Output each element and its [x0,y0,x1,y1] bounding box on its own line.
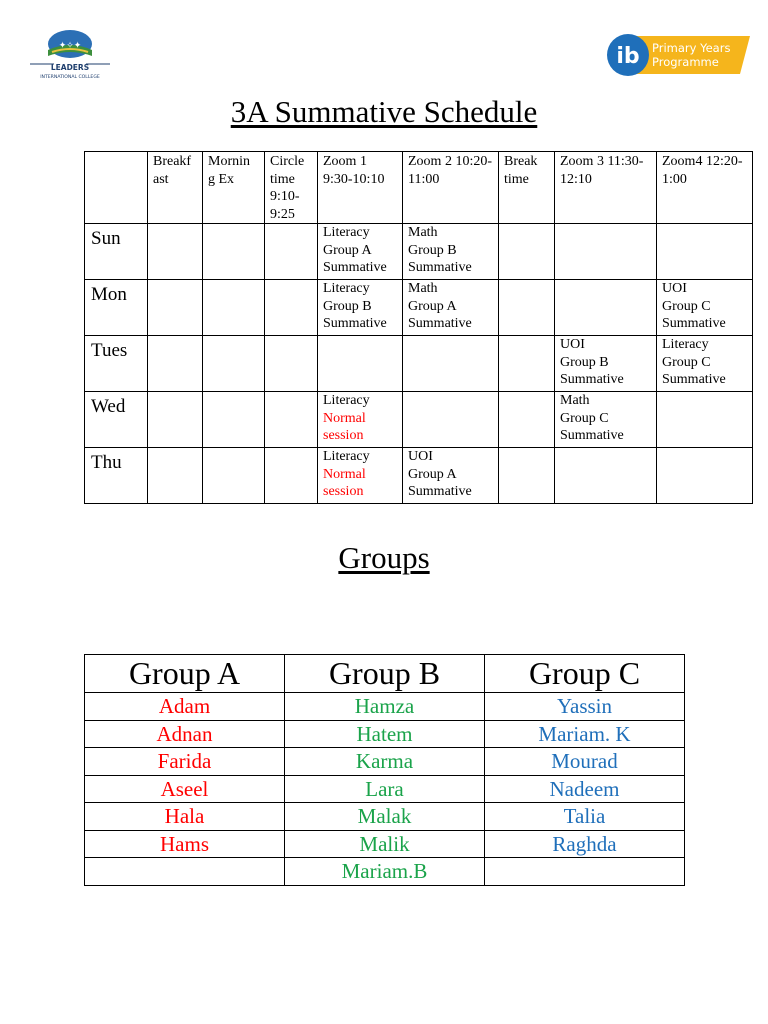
group-member-row [85,693,685,721]
schedule-cell-line: UOI [560,337,585,352]
schedule-cell [148,224,203,280]
group-member-name [85,858,285,886]
schedule-cell-line: Summative [560,428,624,443]
schedule-header-cell: Breakf ast [148,152,203,224]
schedule-cell [265,224,318,280]
group-member-name: Mariam. K [485,720,685,748]
schedule-cell-line: Summative [408,484,472,499]
schedule-cell-line: Summative [662,372,726,387]
group-member-name: Aseel [85,775,285,803]
schedule-cell-line: UOI [662,281,687,296]
group-member-row [85,775,685,803]
group-header-cell: Group B [285,655,485,693]
schedule-cell [318,224,403,280]
svg-text:INTERNATIONAL COLLEGE: INTERNATIONAL COLLEGE [40,75,100,80]
schedule-header-cell: Zoom 3 11:30-12:10 [555,152,657,224]
group-member-name: Raghda [485,830,685,858]
schedule-cell-line: Summative [323,316,387,331]
group-header-cell: Group C [485,655,685,693]
svg-text:Primary Years: Primary Years [652,41,731,55]
schedule-header-cell [85,152,148,224]
schedule-cell [657,392,753,448]
schedule-cell [403,224,499,280]
schedule-day-label: Thu [85,448,148,504]
schedule-cell [499,336,555,392]
schedule-cell-line: UOI [408,449,433,464]
schedule-cell [657,448,753,504]
schedule-cell [657,280,753,336]
schedule-cell [148,448,203,504]
session-note: Normal [323,466,366,482]
summative-schedule-table [84,151,753,504]
schedule-cell-line: Summative [408,316,472,331]
schedule-cell [318,336,403,392]
schedule-cell [318,392,403,448]
schedule-cell [555,224,657,280]
schedule-row-mon [85,280,753,336]
schedule-cell [265,392,318,448]
schedule-row-thu [85,448,753,504]
schedule-cell-line: Group B [323,298,372,314]
schedule-cell-line: Group C [662,354,711,370]
schedule-cell [403,392,499,448]
schedule-cell [265,448,318,504]
group-member-name: Lara [285,775,485,803]
schedule-cell [657,336,753,392]
group-member-name: Mourad [485,748,685,776]
schedule-cell [555,280,657,336]
group-member-name: Karma [285,748,485,776]
leaders-college-logo [28,22,112,84]
group-member-name: Farida [85,748,285,776]
schedule-cell-line: Group B [408,242,457,258]
schedule-day-label: Sun [85,224,148,280]
schedule-day-label: Tues [85,336,148,392]
schedule-cell [203,224,265,280]
schedule-cell [555,392,657,448]
schedule-cell-line: Group A [408,298,457,314]
schedule-cell [148,336,203,392]
schedule-cell [499,280,555,336]
schedule-day-label: Mon [85,280,148,336]
session-note: Normal [323,410,366,426]
schedule-cell [499,224,555,280]
schedule-cell [265,280,318,336]
schedule-cell [499,448,555,504]
group-member-name: Hams [85,830,285,858]
session-note: session [323,428,364,443]
schedule-row-sun [85,224,753,280]
group-member-name: Malak [285,803,485,831]
schedule-cell [203,448,265,504]
schedule-cell-line: Group A [323,242,372,258]
schedule-cell [657,224,753,280]
schedule-cell-line: Literacy [323,449,370,464]
ib-pyp-logo [604,30,750,80]
group-member-row [85,720,685,748]
schedule-cell-line: Group C [560,410,609,426]
leaders-logo-graphic [28,22,112,84]
schedule-cell [148,280,203,336]
schedule-cell-line: Summative [560,372,624,387]
schedule-day-label: Wed [85,392,148,448]
svg-text:ib: ib [616,44,640,69]
group-member-name: Nadeem [485,775,685,803]
groups-title: Groups [338,540,430,575]
schedule-cell [499,392,555,448]
page-title: 3A Summative Schedule [230,94,538,129]
group-member-name: Hala [85,803,285,831]
schedule-row-tues [85,336,753,392]
schedule-cell [148,392,203,448]
svg-text:LEADERS: LEADERS [50,63,90,72]
schedule-cell-line: Literacy [323,225,370,240]
group-member-row [85,748,685,776]
schedule-cell-line: Summative [323,260,387,275]
group-member-name [485,858,685,886]
schedule-cell [403,280,499,336]
group-member-row [85,830,685,858]
group-header-cell: Group A [85,655,285,693]
schedule-cell-line: Math [408,281,438,296]
schedule-cell [555,448,657,504]
schedule-cell-line: Literacy [323,281,370,296]
schedule-cell-line: Literacy [323,393,370,408]
group-member-name: Talia [485,803,685,831]
schedule-header-cell: Break time [499,152,555,224]
schedule-cell [403,448,499,504]
schedule-cell-line: Math [560,393,590,408]
schedule-cell-line: Group C [662,298,711,314]
schedule-cell [555,336,657,392]
schedule-header-cell: Zoom4 12:20-1:00 [657,152,753,224]
schedule-cell-line: Summative [408,260,472,275]
groups-table [84,654,685,886]
schedule-cell [203,280,265,336]
schedule-cell [403,336,499,392]
groups-header-row [85,655,685,693]
session-note: session [323,484,364,499]
group-member-name: Hamza [285,693,485,721]
group-member-name: Malik [285,830,485,858]
svg-text:✦✧✦: ✦✧✦ [58,41,82,51]
group-member-row [85,858,685,886]
schedule-cell [318,280,403,336]
schedule-row-wed [85,392,753,448]
ib-logo-graphic [604,30,750,80]
group-member-name: Mariam.B [285,858,485,886]
schedule-cell [203,392,265,448]
schedule-header-row [85,152,753,224]
group-member-name: Adnan [85,720,285,748]
schedule-cell-line: Summative [662,316,726,331]
schedule-cell [203,336,265,392]
group-member-name: Adam [85,693,285,721]
schedule-cell [265,336,318,392]
schedule-header-cell: Zoom 1 9:30-10:10 [318,152,403,224]
schedule-cell-line: Group B [560,354,609,370]
schedule-header-cell: Zoom 2 10:20-11:00 [403,152,499,224]
schedule-header-cell: Mornin g Ex [203,152,265,224]
group-member-name: Hatem [285,720,485,748]
schedule-header-cell: Circle time 9:10-9:25 [265,152,318,224]
schedule-cell-line: Literacy [662,337,709,352]
group-member-name: Yassin [485,693,685,721]
svg-text:Programme: Programme [652,55,719,69]
schedule-cell [318,448,403,504]
schedule-cell-line: Group A [408,466,457,482]
schedule-cell-line: Math [408,225,438,240]
group-member-row [85,803,685,831]
